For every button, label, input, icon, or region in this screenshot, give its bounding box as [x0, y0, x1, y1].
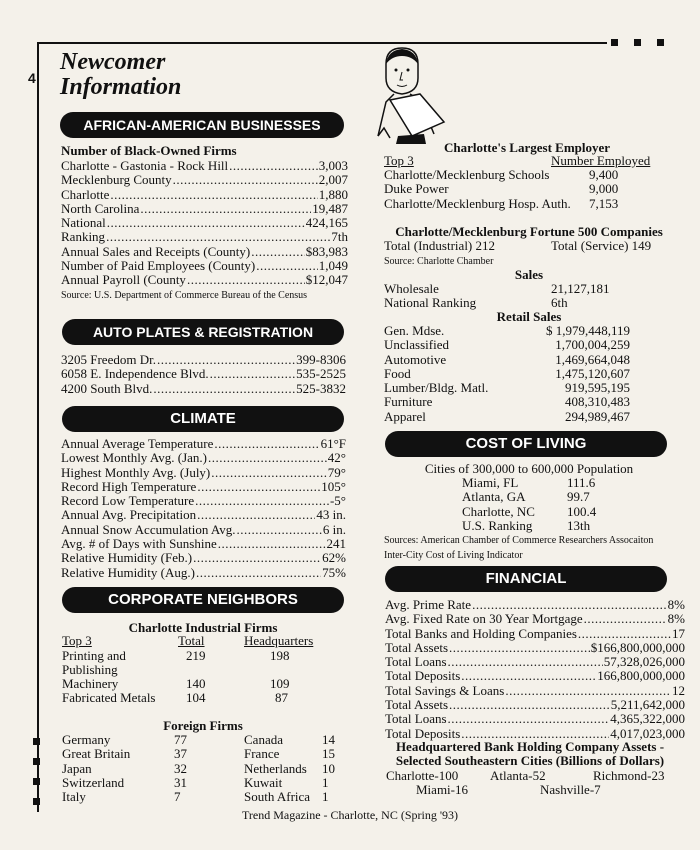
industry-total: 104	[186, 690, 206, 705]
city-assets-miami: Miami-16	[416, 782, 468, 797]
title-line-2: Information	[60, 74, 182, 100]
row-label: Total Assets	[385, 639, 449, 655]
row-value: -5°	[329, 493, 346, 509]
climate-row	[61, 537, 346, 551]
row-value: $83,983	[305, 243, 348, 259]
row-label: Annual Average Temperature	[61, 436, 214, 451]
row-value: 241	[326, 536, 346, 552]
plate-office-row	[61, 353, 346, 367]
row-value: 399-8306	[296, 352, 346, 367]
page-title	[60, 50, 181, 100]
country-count: 37	[174, 746, 187, 762]
city-assets-charlotte: Charlotte-100	[386, 768, 459, 783]
row-label: Avg. # of Days with Sunshine	[61, 536, 217, 552]
row-value: 5,211,642,000	[610, 697, 685, 713]
aa-row	[61, 173, 348, 187]
row-label: Annual Sales and Receipts (County)	[61, 243, 251, 259]
row-label: Relative Humidity (Aug.)	[61, 564, 195, 580]
row-label: Relative Humidity (Feb.)	[61, 550, 193, 566]
country: South Africa	[244, 789, 311, 805]
financial-row	[385, 698, 685, 712]
city-assets-richmond: Richmond-23	[593, 768, 665, 783]
country: Netherlands	[244, 760, 307, 776]
employer-name: Charlotte/Mecklenburg Hosp. Auth.	[384, 195, 571, 211]
climate-row	[61, 494, 346, 508]
sales-table	[384, 282, 664, 311]
employer-row	[384, 182, 664, 196]
aa-row	[61, 245, 348, 259]
climate-row	[61, 508, 346, 522]
row-label: Annual Payroll (County	[61, 272, 186, 288]
row-value: 105°	[321, 478, 346, 494]
page-number: 4	[28, 70, 36, 86]
row-value: 4,365,322,000	[610, 711, 685, 727]
row-value: 8%	[667, 611, 685, 627]
aa-row	[61, 188, 348, 202]
industry-hq: 87	[275, 690, 288, 705]
section-header-auto-plates: AUTO PLATES & REGISTRATION	[62, 319, 344, 345]
frame-left-rule	[37, 42, 39, 812]
bullet-square	[33, 778, 40, 785]
row-label: Highest Monthly Avg. (July)	[61, 464, 211, 480]
section-header-corporate: CORPORATE NEIGHBORS	[62, 587, 344, 613]
bullet-square	[33, 738, 40, 745]
retail-value: 408,310,483	[565, 394, 630, 410]
cost-index: 99.7	[567, 489, 590, 505]
industrial-firms-title: Charlotte Industrial Firms	[128, 620, 278, 635]
retail-row	[384, 381, 664, 395]
cost-source-line-2: Inter-City Cost of Living Indicator	[384, 550, 523, 561]
corner-square	[611, 39, 618, 46]
row-label: Avg. Prime Rate	[385, 597, 472, 612]
bank-holding-title-line-2: Selected Southeastern Cities (Billions of Dollars)	[395, 753, 665, 768]
country-count: 31	[174, 774, 187, 790]
row-value: 424,165	[305, 215, 348, 231]
cost-source-line-1: Sources: American Chamber of Commerce Researchers Assocaiton	[384, 535, 654, 546]
row-label: Total Deposits	[385, 668, 461, 684]
fortune-service-total: Total (Service) 149	[551, 238, 652, 253]
bullet-square	[33, 758, 40, 765]
row-value: 61°F	[320, 436, 346, 451]
retail-label: Apparel	[384, 408, 426, 424]
country: Kuwait	[244, 774, 283, 790]
cost-row	[462, 476, 642, 490]
country-count: 1	[322, 789, 329, 805]
row-label: Total Banks and Holding Companies	[385, 625, 577, 641]
industry-name: Printing and Publishing	[62, 648, 126, 678]
financial-row	[385, 598, 685, 612]
row-value: $166,800,000,000	[590, 639, 685, 655]
row-label: North Carolina	[61, 200, 140, 216]
page-footer: Trend Magazine - Charlotte, NC (Spring '93)	[241, 808, 459, 822]
climate-row	[61, 437, 346, 451]
cost-row	[462, 490, 642, 504]
cost-table	[462, 476, 642, 533]
country-count: 14	[322, 732, 335, 747]
financial-row	[385, 612, 685, 626]
row-label: Charlotte	[61, 186, 110, 202]
retail-label: Gen. Mdse.	[384, 323, 445, 338]
plate-office-row	[61, 382, 346, 396]
employer-row	[384, 197, 664, 211]
row-label: Annual Avg. Precipitation	[61, 507, 197, 523]
sales-label: Wholesale	[384, 281, 439, 296]
sales-value: 6th	[551, 295, 568, 311]
employer-col-number: Number Employed	[551, 153, 651, 168]
retail-label: Food	[384, 365, 411, 381]
financial-row	[385, 655, 685, 669]
retail-label: Furniture	[384, 394, 433, 410]
industry-total: 219	[186, 648, 206, 663]
city-assets-nashville: Nashville-7	[540, 782, 601, 797]
retail-value: 1,469,664,048	[555, 351, 630, 367]
row-value: 62%	[322, 550, 346, 566]
row-value: 19,487	[312, 200, 348, 216]
row-label: National	[61, 215, 106, 231]
retail-value: 294,989,467	[565, 408, 630, 424]
industry-name: Machinery	[62, 676, 119, 691]
row-label: Charlotte - Gastonia - Rock Hill	[61, 158, 229, 173]
col-header-total: Total	[178, 633, 205, 648]
row-value: 1,049	[318, 258, 348, 274]
retail-value: 1,475,120,607	[555, 365, 630, 381]
country-count: 10	[322, 760, 335, 776]
row-label: Record High Temperature	[61, 478, 197, 494]
frame-top-rule	[37, 42, 607, 44]
retail-row	[384, 367, 664, 381]
largest-employer-title: Charlotte's Largest Employer	[443, 140, 611, 155]
businessman-illustration	[372, 44, 452, 148]
row-label: Total Loans	[385, 711, 447, 727]
row-label: Mecklenburg County	[61, 172, 172, 188]
country: Great Britain	[62, 746, 131, 762]
retail-row	[384, 410, 664, 424]
employer-table	[384, 168, 664, 211]
row-value: 4,017,023,000	[610, 725, 685, 741]
country-count: 77	[174, 732, 187, 747]
industry-hq: 109	[270, 676, 290, 691]
aa-row	[61, 259, 348, 273]
financial-row	[385, 684, 685, 698]
climate-row	[61, 523, 346, 537]
sales-label: National Ranking	[384, 295, 477, 311]
bullet-square	[33, 798, 40, 805]
fortune500-title: Charlotte/Mecklenburg Fortune 500 Companies	[395, 224, 663, 239]
chamber-source: Source: Charlotte Chamber	[384, 256, 494, 267]
climate-section	[61, 437, 346, 580]
row-value: 3,003	[318, 158, 348, 173]
retail-row	[384, 395, 664, 409]
cost-city: Atlanta, GA	[462, 489, 526, 505]
row-label: Record Low Temperature	[61, 493, 195, 509]
cost-row	[462, 519, 642, 533]
industry-hq: 198	[270, 648, 290, 663]
sales-row	[384, 282, 664, 296]
retail-row	[384, 338, 664, 352]
aa-row	[61, 159, 348, 173]
cost-index: 13th	[567, 517, 591, 533]
row-value: 12	[672, 682, 685, 698]
plate-office-row	[61, 367, 346, 381]
employer-name: Duke Power	[384, 181, 449, 197]
climate-row	[61, 551, 346, 565]
country: Italy	[62, 789, 86, 805]
employer-count: 7,153	[589, 195, 619, 211]
retail-value: $ 1,979,448,119	[545, 323, 630, 338]
row-value: 535-2525	[296, 366, 346, 382]
bank-holding-title	[380, 740, 680, 768]
row-value: 17	[672, 625, 685, 641]
country-count: 1	[322, 774, 329, 790]
row-value: 525-3832	[296, 380, 346, 396]
row-value: 166,800,000,000	[597, 668, 685, 684]
fortune-industrial-total: Total (Industrial) 212	[384, 238, 496, 253]
row-label: Avg. Fixed Rate on 30 Year Mortgage	[385, 611, 583, 627]
row-value: 75%	[322, 564, 346, 580]
row-value: 79°	[327, 464, 346, 480]
corner-square	[634, 39, 641, 46]
aa-row	[61, 202, 348, 216]
country: Japan	[62, 760, 92, 776]
row-value: 1,880	[318, 186, 348, 202]
aa-row	[61, 216, 348, 230]
country: Switzerland	[62, 774, 125, 790]
row-value: $12,047	[305, 272, 348, 288]
sales-value: 21,127,181	[551, 281, 610, 296]
cost-row	[462, 505, 642, 519]
retail-row	[384, 353, 664, 367]
industry-total: 140	[186, 676, 206, 691]
retail-sales-title: Retail Sales	[496, 309, 562, 324]
retail-value: 919,595,195	[565, 380, 630, 396]
row-label: 3205 Freedom Dr.	[61, 352, 156, 367]
country: France	[244, 746, 280, 762]
cost-city: Miami, FL	[462, 475, 519, 490]
retail-label: Automotive	[384, 351, 447, 367]
bank-holding-title-line-1: Headquartered Bank Holding Company Assets -	[395, 739, 665, 754]
row-value: 6 in.	[322, 521, 346, 537]
title-line-1: Newcomer	[60, 49, 166, 75]
financial-row	[385, 627, 685, 641]
employer-row	[384, 168, 664, 182]
climate-row	[61, 566, 346, 580]
row-label: Ranking	[61, 229, 106, 245]
financial-row	[385, 669, 685, 683]
row-value: 43 in.	[316, 507, 346, 523]
city-assets-atlanta: Atlanta-52	[490, 768, 546, 783]
retail-label: Unclassified	[384, 337, 449, 353]
sales-title: Sales	[514, 267, 544, 282]
african-american-section	[61, 143, 348, 302]
aa-row	[61, 273, 348, 287]
employer-col-top3: Top 3	[384, 153, 414, 168]
industry-name: Fabricated Metals	[62, 690, 156, 705]
cost-city: U.S. Ranking	[462, 517, 533, 533]
row-label: 6058 E. Independence Blvd.	[61, 366, 209, 382]
foreign-firms-title: Foreign Firms	[163, 718, 243, 733]
country: Canada	[244, 732, 283, 747]
row-value: 57,328,026,000	[603, 654, 685, 670]
section-header-climate: CLIMATE	[62, 406, 344, 432]
climate-row	[61, 480, 346, 494]
corner-square	[657, 39, 664, 46]
country-count: 32	[174, 760, 187, 776]
row-value: 7th	[331, 229, 348, 245]
financial-row	[385, 712, 685, 726]
section-header-financial: FINANCIAL	[385, 566, 667, 592]
employer-name: Charlotte/Mecklenburg Schools	[384, 167, 550, 182]
cost-index: 100.4	[567, 503, 597, 519]
financial-section	[385, 598, 685, 741]
row-label: Annual Snow Accumulation Avg.	[61, 521, 236, 537]
financial-row	[385, 641, 685, 655]
black-owned-subheader: Number of Black-Owned Firms	[61, 143, 237, 158]
col-header-top3: Top 3	[62, 633, 92, 648]
row-label: Total Loans	[385, 654, 447, 670]
cost-city: Charlotte, NC	[462, 503, 535, 519]
country-count: 15	[322, 746, 335, 762]
country: Germany	[62, 732, 111, 747]
row-label: Total Deposits	[385, 725, 461, 741]
retail-label: Lumber/Bldg. Matl.	[384, 380, 489, 396]
section-header-cost-of-living: COST OF LIVING	[385, 431, 667, 457]
retail-sales-table	[384, 324, 664, 424]
row-label: Number of Paid Employees (County)	[61, 258, 256, 274]
row-label: 4200 South Blvd.	[61, 380, 153, 396]
section-header-african-american: AFRICAN-AMERICAN BUSINESSES	[60, 112, 344, 138]
climate-row	[61, 451, 346, 465]
retail-value: 1,700,004,259	[555, 337, 630, 353]
census-source: Source: U.S. Department of Commerce Bureau of the Census	[61, 289, 308, 301]
row-label: Lowest Monthly Avg. (Jan.)	[61, 450, 207, 466]
row-value: 8%	[667, 597, 685, 612]
row-label: Total Savings & Loans	[385, 682, 505, 698]
employer-count: 9,000	[589, 181, 619, 197]
row-value: 42°	[327, 450, 346, 466]
cost-index: 111.6	[567, 475, 596, 490]
row-label: Total Assets	[385, 697, 449, 713]
row-value: 2,007	[318, 172, 348, 188]
cost-subtitle: Cities of 300,000 to 600,000 Population	[424, 461, 634, 476]
col-header-headquarters: Headquarters	[244, 633, 314, 648]
country-count: 7	[174, 789, 181, 805]
auto-plates-section	[61, 353, 346, 396]
aa-row	[61, 230, 348, 244]
employer-count: 9,400	[589, 167, 619, 182]
climate-row	[61, 466, 346, 480]
retail-row	[384, 324, 664, 338]
